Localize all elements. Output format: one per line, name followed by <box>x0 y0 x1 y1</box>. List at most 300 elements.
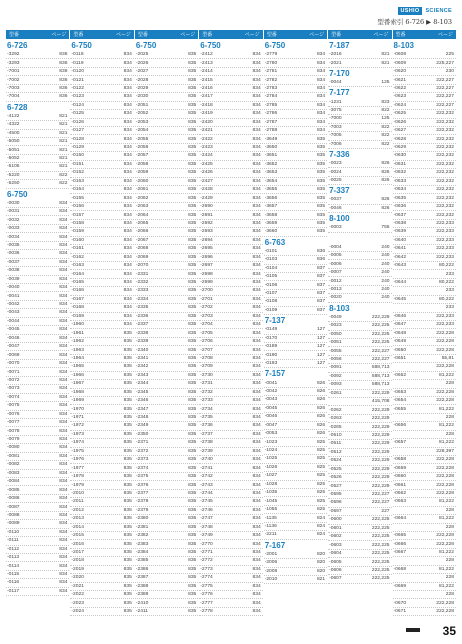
index-row <box>264 464 327 472</box>
model-number: -0646 <box>393 313 407 319</box>
page-reference: 834 <box>123 212 132 218</box>
index-row <box>199 152 262 160</box>
index-row <box>264 514 327 522</box>
page-reference: 834 <box>252 406 261 412</box>
index-row <box>393 405 456 413</box>
index-row <box>264 422 327 430</box>
section-heading: 7-336 <box>329 149 350 159</box>
model-number: -2025 <box>135 52 149 58</box>
index-row <box>264 211 327 219</box>
model-number: -0046 <box>7 335 20 341</box>
index-row <box>6 377 69 385</box>
model-number: -3075 <box>329 107 342 113</box>
model-number: -2378 <box>135 499 149 505</box>
page-reference: 834 <box>123 170 132 176</box>
page-reference: 825 <box>316 481 326 487</box>
model-number: -2425 <box>200 161 213 167</box>
column-header-no: 型番 <box>266 32 277 38</box>
model-number: -0165 <box>71 280 84 286</box>
page-reference: 835 <box>188 448 197 454</box>
index-row <box>199 228 262 236</box>
page-reference: 835 <box>123 330 132 336</box>
index-row <box>6 478 69 486</box>
index-row <box>6 250 69 258</box>
page-reference: 834 <box>123 254 132 260</box>
section-heading: 6-750 <box>7 189 28 199</box>
page-reference: 834 <box>59 588 68 594</box>
model-number: -2332 <box>135 280 149 286</box>
model-number: -2016 <box>329 52 342 58</box>
page-reference: 825 <box>316 473 326 479</box>
page-reference: 821 <box>59 147 68 153</box>
model-number: -0525 <box>329 466 342 472</box>
model-number: -0126 <box>71 119 84 125</box>
model-number: -2775 <box>200 583 213 589</box>
section-heading: 8-103 <box>329 303 350 313</box>
model-number: -7003 <box>329 124 342 130</box>
model-number: -0109 <box>264 307 278 313</box>
model-number: -0101 <box>264 248 278 254</box>
index-row <box>199 161 262 169</box>
model-number: -0169 <box>71 313 84 319</box>
page-reference: 222,228 <box>436 600 454 606</box>
model-number: -2346 <box>135 398 149 404</box>
model-number: -0663 <box>393 499 407 505</box>
section-heading: 6-750 <box>135 41 157 50</box>
index-row <box>135 464 198 472</box>
model-number: -1231 <box>329 99 342 105</box>
index-row <box>135 68 198 76</box>
page-reference: 835 <box>188 355 197 361</box>
index-row <box>264 506 327 514</box>
index-row <box>393 515 456 523</box>
page-reference: 834 <box>252 415 261 421</box>
index-row <box>70 119 133 127</box>
section-heading: 6-750 <box>71 41 92 50</box>
index-row <box>70 591 133 599</box>
model-number: -5050 <box>7 139 20 145</box>
index-row <box>70 59 133 67</box>
page-reference: 834 <box>252 254 261 260</box>
page-reference: 835 <box>316 187 326 193</box>
index-row <box>6 453 69 461</box>
model-number: -2055 <box>135 136 149 142</box>
model-number: -0608 <box>393 52 407 58</box>
model-number: -0630 <box>393 153 407 159</box>
page-reference: 826 <box>316 414 326 420</box>
index-row <box>264 59 327 67</box>
model-number: -0635 <box>393 195 407 201</box>
model-number: -0152 <box>71 170 84 176</box>
page-reference: 835 <box>188 541 197 547</box>
page-reference: 834 <box>252 212 261 218</box>
column-header <box>70 30 133 39</box>
model-number: -0036 <box>7 251 20 257</box>
index-row <box>264 248 327 256</box>
page-reference: 834 <box>123 229 132 235</box>
page-reference: 826 <box>381 169 390 175</box>
model-number: -0007 <box>329 270 342 276</box>
page-reference: 834 <box>252 389 261 395</box>
index-row <box>70 338 133 346</box>
page-reference: 834 <box>59 504 68 510</box>
model-number: -0512 <box>329 449 342 455</box>
page-reference: 834 <box>252 322 261 328</box>
index-row <box>264 152 327 160</box>
model-number: -5220 <box>7 172 20 178</box>
page-reference: 222,228 <box>436 398 454 404</box>
page-reference: 825 <box>316 490 326 496</box>
page-reference: 835 <box>188 474 197 480</box>
model-number: -0670 <box>393 600 407 606</box>
model-number: -0020 <box>329 295 342 301</box>
index-row <box>199 346 262 354</box>
page-reference: 834 <box>252 566 261 572</box>
page-reference: 834 <box>316 102 326 108</box>
page-reference: 835 <box>123 482 132 488</box>
section-heading: 8-103 <box>393 41 414 50</box>
page-reference: 821 <box>59 113 68 119</box>
index-row <box>264 455 327 463</box>
model-number: -2001 <box>264 551 278 557</box>
page-reference: 835 <box>188 431 197 437</box>
index-row <box>264 447 327 455</box>
index-row <box>6 444 69 452</box>
index-row <box>393 85 456 93</box>
page-reference: 837 <box>316 291 326 297</box>
model-number: -2423 <box>200 145 213 151</box>
model-number: -0120 <box>71 69 84 75</box>
index-row <box>328 98 391 106</box>
model-number: -0510 <box>329 432 342 438</box>
page-reference: 826 <box>381 205 390 211</box>
index-row <box>135 389 198 397</box>
index-row <box>135 254 198 262</box>
page-reference: 834 <box>252 170 261 176</box>
page-reference: 228 <box>445 381 454 387</box>
index-row <box>6 495 69 503</box>
index-row <box>264 551 327 559</box>
index-row <box>393 422 456 430</box>
index-row <box>70 245 133 253</box>
page-reference: 822 <box>381 124 390 130</box>
model-number: -7004 <box>7 94 20 100</box>
model-number: -2410 <box>135 600 149 606</box>
model-number: -0041 <box>264 380 278 386</box>
index-row <box>6 436 69 444</box>
page-reference: 834 <box>59 276 68 282</box>
model-number: -2350 <box>135 431 149 437</box>
model-number: -2742 <box>200 474 213 480</box>
page-reference: 222,227 <box>371 500 390 506</box>
page-reference: 835 <box>188 415 197 421</box>
page-reference: 835 <box>188 600 197 606</box>
index-row <box>6 394 69 402</box>
model-number: -0660 <box>393 474 407 480</box>
page-reference: 222,228 <box>436 389 454 395</box>
model-number: -2738 <box>200 440 213 446</box>
model-number: -0043 <box>264 397 278 403</box>
page-reference: 222,229 <box>371 475 390 481</box>
model-number: -2385 <box>135 558 149 564</box>
index-row <box>393 363 456 371</box>
index-row <box>70 481 133 489</box>
page-reference: 834 <box>252 592 261 598</box>
model-number: -0083 <box>7 470 20 476</box>
model-number: -2339 <box>135 339 149 345</box>
model-number: -3657 <box>264 204 278 210</box>
model-number: -1028 <box>264 481 278 487</box>
section-heading: 7-137 <box>264 316 286 326</box>
page-reference: 834 <box>252 440 261 446</box>
page-reference: 834 <box>252 347 261 353</box>
page-reference: 222,232 <box>436 153 454 159</box>
page-reference: 834 <box>59 293 68 299</box>
index-row <box>393 431 456 439</box>
page-reference: 834 <box>59 318 68 324</box>
index-row <box>70 524 133 532</box>
index-row <box>264 405 327 413</box>
column-header <box>393 30 456 39</box>
column-header-no: 型番 <box>395 32 406 38</box>
index-row <box>70 262 133 270</box>
page-reference: 230 <box>445 69 454 75</box>
page-reference: 228 <box>445 558 454 564</box>
page-reference: 835 <box>188 440 197 446</box>
model-number: -2427 <box>200 178 213 184</box>
index-row <box>393 481 456 489</box>
index-row <box>328 331 391 339</box>
index-row <box>328 567 391 575</box>
index-row <box>328 491 391 499</box>
column-header-page: ページ <box>309 32 325 38</box>
page-reference: 222,228 <box>436 457 454 463</box>
model-number: -2731 <box>200 381 213 387</box>
index-row <box>70 296 133 304</box>
page-reference: 834 <box>59 445 68 451</box>
index-row <box>70 228 133 236</box>
model-number: -0035 <box>7 242 20 248</box>
model-number: -1968 <box>71 389 84 395</box>
index-row <box>393 102 456 110</box>
model-number: -2336 <box>135 313 149 319</box>
index-row <box>199 532 262 540</box>
index-row <box>70 110 133 118</box>
page-reference: 835 <box>188 524 197 530</box>
page-reference: 835 <box>123 440 132 446</box>
column-header-no: 型番 <box>9 32 20 38</box>
index-row <box>70 304 133 312</box>
index-row <box>6 200 69 208</box>
column-header-page: ページ <box>115 32 131 38</box>
page-reference: 222,229 <box>371 449 390 455</box>
page-reference: 225 <box>445 52 454 58</box>
model-number: -0107 <box>264 291 278 297</box>
index-row <box>70 557 133 565</box>
model-number: -2377 <box>135 490 149 496</box>
index-row <box>6 385 69 393</box>
index-row <box>199 405 262 413</box>
index-row <box>135 287 198 295</box>
index-row <box>264 194 327 202</box>
model-number: -0005 <box>329 253 342 259</box>
index-row <box>135 490 198 498</box>
index-row <box>6 259 69 267</box>
page-reference: 820 <box>316 560 326 566</box>
page-reference: 834 <box>59 521 68 527</box>
index-row <box>328 381 391 389</box>
index-row <box>6 121 69 129</box>
index-row <box>328 160 391 168</box>
index-row <box>393 338 456 346</box>
model-number: -0122 <box>71 85 84 91</box>
page-reference: 835 <box>123 566 132 572</box>
model-number: -2412 <box>200 52 213 58</box>
page-reference: 834 <box>252 60 261 66</box>
model-number: -2698 <box>200 271 213 277</box>
index-table <box>6 30 456 616</box>
index-row <box>6 368 69 376</box>
model-number: -1025 <box>264 456 278 462</box>
page-reference: 834 <box>123 111 132 117</box>
model-number: -0053 <box>264 431 278 437</box>
model-number: -2024 <box>71 609 84 615</box>
index-row <box>393 355 456 363</box>
model-number: -0624 <box>393 102 407 108</box>
page-reference: 222,225 <box>371 542 390 548</box>
model-number: -1027 <box>264 473 278 479</box>
page-reference: 835 <box>188 533 197 539</box>
index-column <box>6 40 69 616</box>
model-number: -2749 <box>200 533 213 539</box>
index-row <box>199 144 262 152</box>
index-row <box>393 397 456 405</box>
model-number: -2052 <box>135 111 149 117</box>
index-row <box>135 566 198 574</box>
index-row <box>264 307 327 315</box>
page-reference: 822 <box>381 133 390 139</box>
page-reference: 834 <box>123 322 132 328</box>
index-row <box>199 262 262 270</box>
index-row <box>393 507 456 515</box>
index-row <box>70 422 133 430</box>
model-number: -2334 <box>135 296 149 302</box>
model-number: -0524 <box>329 458 342 464</box>
index-row <box>393 144 456 152</box>
page-reference: 825 <box>316 498 326 504</box>
page-reference: 834 <box>59 538 68 544</box>
index-row <box>199 599 262 607</box>
page-reference: 835 <box>316 170 326 176</box>
page-reference: 834 <box>123 161 132 167</box>
model-number: -0168 <box>71 305 84 311</box>
page-reference: 835 <box>123 347 132 353</box>
model-number: -7006 <box>329 141 342 147</box>
page-reference: 835 <box>188 178 197 184</box>
index-row <box>6 59 69 67</box>
page-reference: 228 <box>445 592 454 598</box>
model-number: -0163 <box>71 263 84 269</box>
model-number: -2709 <box>200 364 213 370</box>
page-reference: 222,229 <box>371 424 390 430</box>
index-row <box>135 557 198 565</box>
index-row <box>264 481 327 489</box>
page-reference: 822 <box>381 107 390 113</box>
model-number: -0042 <box>264 388 278 394</box>
page-reference: 835 <box>188 136 197 142</box>
index-row <box>199 237 262 245</box>
model-number: -0127 <box>71 128 84 134</box>
index-row <box>6 301 69 309</box>
index-row <box>70 566 133 574</box>
page-reference: 222,225 <box>371 331 390 337</box>
page-reference: 222,228 <box>436 339 454 345</box>
index-row <box>328 107 391 115</box>
page-reference: 835 <box>188 423 197 429</box>
column-header-page: ページ <box>438 32 453 38</box>
index-row <box>135 161 198 169</box>
page-reference: 835 <box>188 566 197 572</box>
page-reference: 835 <box>316 178 326 184</box>
index-row <box>199 540 262 548</box>
page-reference: 834 <box>123 85 132 91</box>
page-reference: 837 <box>316 265 326 271</box>
index-row <box>135 498 198 506</box>
index-row <box>199 363 262 371</box>
index-row <box>328 124 391 132</box>
model-number: -5051 <box>7 147 20 153</box>
section-heading: 7-157 <box>264 369 286 379</box>
page-reference: 834 <box>252 69 261 75</box>
index-row <box>135 279 198 287</box>
page-reference: 834 <box>59 462 68 468</box>
index-columns <box>6 40 456 616</box>
model-number: -0150 <box>71 153 84 159</box>
index-row <box>199 135 262 143</box>
index-row <box>70 507 133 515</box>
index-row <box>6 233 69 241</box>
page-reference: 834 <box>252 499 261 505</box>
page-reference: 834 <box>252 533 261 539</box>
page-reference: 821 <box>381 60 390 66</box>
page-reference: 835 <box>188 280 197 286</box>
model-number: -2022 <box>71 592 84 598</box>
index-row <box>70 439 133 447</box>
index-row <box>70 313 133 321</box>
page-reference: 835 <box>188 128 197 134</box>
index-row <box>135 515 198 523</box>
column-header <box>264 30 327 39</box>
index-row <box>393 68 456 76</box>
index-row <box>264 135 327 143</box>
page-reference: 835 <box>123 389 132 395</box>
page-reference: 225,227 <box>436 60 454 66</box>
page-reference: 81,222 <box>438 583 454 589</box>
index-row <box>264 144 327 152</box>
model-number: -1970 <box>71 406 84 412</box>
model-number: -0089 <box>7 521 20 527</box>
index-column <box>264 40 327 616</box>
model-number: -0151 <box>71 161 84 167</box>
page-reference: 836 <box>59 69 68 75</box>
index-row <box>328 286 391 294</box>
index-row <box>199 279 262 287</box>
model-number: -0664 <box>393 516 407 522</box>
index-row <box>328 373 391 381</box>
index-row <box>135 102 198 110</box>
model-number: -2774 <box>200 575 213 581</box>
model-number: -0114 <box>7 563 20 569</box>
